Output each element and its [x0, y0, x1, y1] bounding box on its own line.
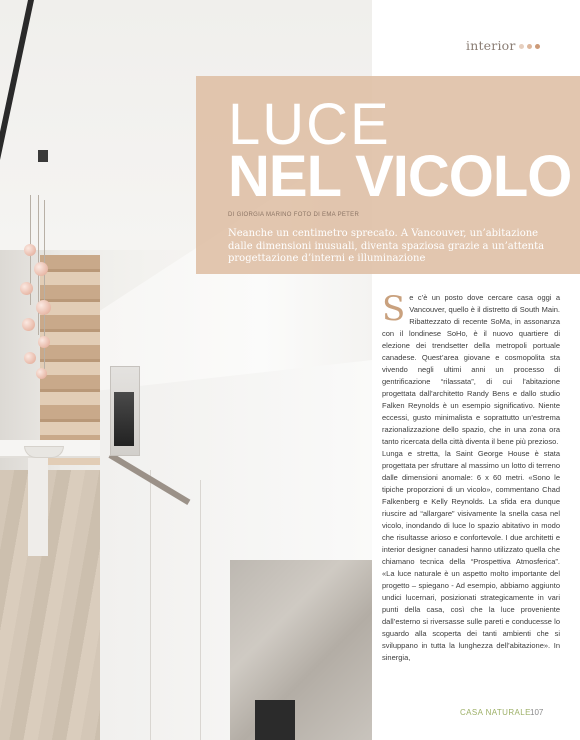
magazine-brand: CASA NATURALE [460, 708, 531, 717]
section-dots [519, 44, 540, 49]
article-subtitle: Neanche un centimetro sprecato. A Vancouver, un’abitazione dalle dimensioni inusuali, diventa spaziosa grazie a un’attenta progettazione d’interni e illuminazione [228, 228, 545, 264]
dot-icon [535, 44, 540, 49]
page-number: 107 [530, 708, 544, 717]
photo-dark-detail [255, 700, 295, 740]
pendant-globe [38, 336, 50, 348]
paragraph-1-text: e c’è un posto dove cercare casa oggi a Vancouver, quello è il distretto di South Main. Ribattezzato di recente SoMa, in assonanza con il londinese SoHo, è il nuovo quartiere di elezione dei trendsetter della metropoli portuale canadese. Quest’area giovane e cosmopolita sta vivendo negli ultimi anni un processo di gentrificazione “rilassata”, di cui l’abitazione progettata dall’architetto Randy Bens e dallo studio Falken Reynolds è un esempio significativo. Niente eccessi, gusto minimalista e soprattutto un’estrema razionalizzazione dello spazio, che in una zona ora tanto ricercata della città diventa il bene più prezioso. [382, 293, 560, 446]
article-body [382, 289, 560, 664]
paragraph-1 [382, 289, 560, 448]
cabinet-seam [200, 480, 201, 740]
oven-glass [114, 392, 134, 446]
pendant-globe [36, 300, 51, 315]
title-line-1: LUCE [228, 92, 391, 157]
title-line-2: NEL VICOLO [228, 144, 572, 209]
pendant-globe [24, 244, 36, 256]
dot-icon [527, 44, 532, 49]
pendant-globe [20, 282, 33, 295]
paragraph-2: Lunga e stretta, la Saint George House è stata progettata per sfruttare al massimo un lotto di terreno dalle dimensioni anomale: 6 x 60 metri. «Sono le tipiche proporzioni di un vicolo», commentano Chad Falkenberg e Kelly Reynolds. La sfida era dunque riuscire ad “allargare” visivamente la snella casa nel vicolo, inondando di luce lo spazio abitativo in modo che risultasse arioso e confortevole. I due architetti e interior designer canadesi hanno utilizzato quella che chiamano tecnica della “Prospettiva Atmosferica”. «La luce naturale è un aspetto molto importante del progetto – spiegano - Ad esempio, abbiamo aggiunto undici lucernari, posizionati strategicamente in vari punti della casa, così che la luce proveniente dall’esterno si riversasse sulle pareti e conducesse lo sguardo alla scoperta dei tanti ambienti che si sviluppano in tutta la lunghezza dell’abitazione». In sinergia, [382, 449, 560, 662]
cabinet-seam [150, 470, 151, 740]
table-leg [28, 458, 48, 556]
byline-credits: DI GIORGIA MARINO FOTO DI EMA PETER [228, 212, 360, 218]
section-label: interior [466, 38, 516, 53]
photo-bowl [24, 446, 64, 458]
pendant-globe [36, 368, 47, 379]
photo-marble-block [230, 560, 372, 740]
dot-icon [519, 44, 524, 49]
photo-staircase [40, 255, 100, 465]
pendant-globe [22, 318, 35, 331]
pendant-globe [34, 262, 48, 276]
pendant-globe [24, 352, 36, 364]
track-spotlight [38, 150, 48, 162]
drop-cap: S [382, 289, 406, 329]
